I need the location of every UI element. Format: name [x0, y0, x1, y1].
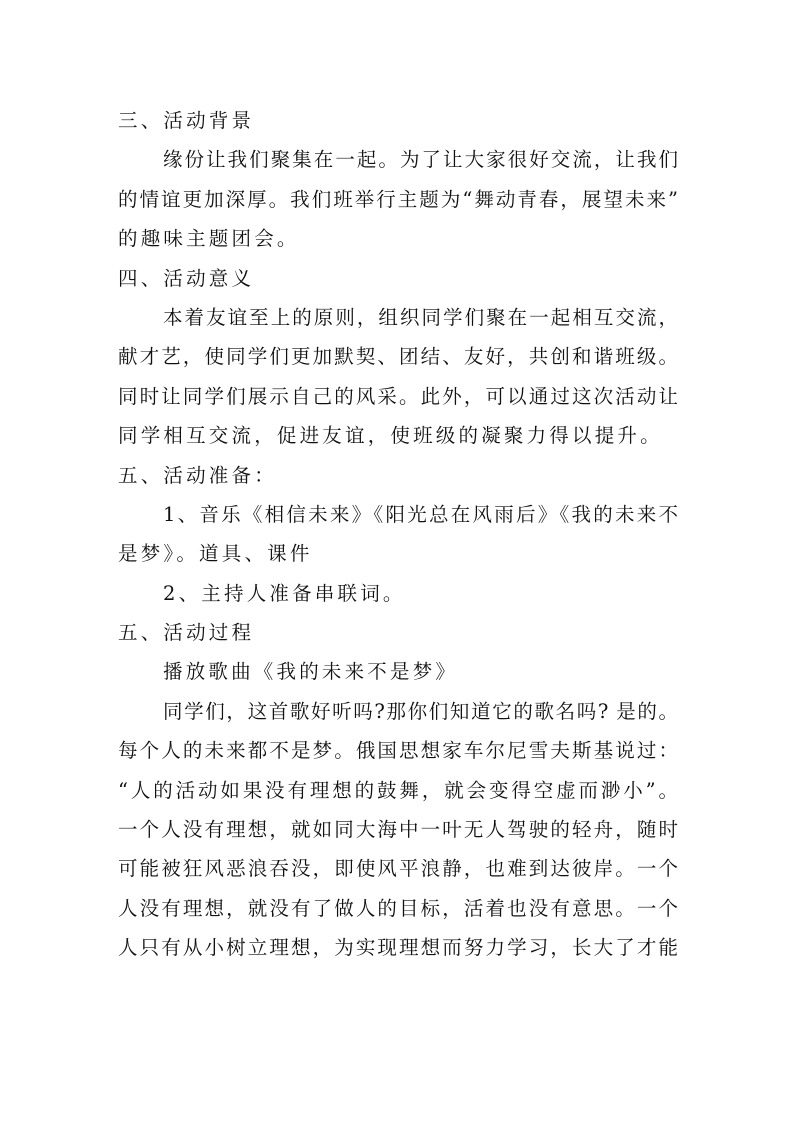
section-heading-preparation: 五、活动准备： — [118, 463, 277, 487]
section-heading-process: 五、活动过程 — [118, 621, 255, 645]
paragraph-line: 献才艺，使同学们更加默契、团结、友好，共创和谐班级。 — [118, 345, 678, 369]
paragraph-line: 缘份让我们聚集在一起。为了让大家很好交流，让我们 — [163, 148, 678, 172]
paragraph-line: 同学们，这首歌好听吗?那你们知道它的歌名吗? 是的。 — [163, 699, 678, 723]
paragraph-line: 人没有理想，就没有了做人的目标，活着也没有意思。一个 — [118, 896, 678, 920]
paragraph-line: 的趣味主题团会。 — [118, 227, 300, 251]
list-item-line: 2、主持人准备串联词。 — [163, 581, 406, 605]
list-item-line: 1、音乐《相信未来》《阳光总在风雨后》《我的未来不 — [163, 502, 678, 526]
paragraph-line: 人只有从小树立理想，为实现理想而努力学习，长大了才能 — [118, 936, 678, 960]
paragraph-line: 播放歌曲《我的未来不是梦》 — [163, 660, 459, 684]
paragraph-line: 可能被狂风恶浪吞没，即使风平浪静，也难到达彼岸。一个 — [118, 857, 678, 881]
list-item-line: 是梦》。道具、课件 — [118, 542, 313, 566]
paragraph-line: 每个人的未来都不是梦。俄国思想家车尔尼雪夫斯基说过： — [118, 739, 678, 763]
section-heading-background: 三、活动背景 — [118, 109, 255, 132]
paragraph-line: 一个人没有理想，就如同大海中一叶无人驾驶的轻舟，随时 — [118, 818, 678, 842]
paragraph-line: 同学相互交流，促进友谊，使班级的凝聚力得以提升。 — [118, 424, 663, 448]
paragraph-line: 同时让同学们展示自己的风采。此外，可以通过这次活动让 — [118, 384, 678, 408]
section-heading-significance: 四、活动意义 — [118, 266, 255, 290]
paragraph-line: 的情谊更加深厚。我们班举行主题为“舞动青春，展望未来” — [118, 187, 678, 211]
paragraph-line: 本着友谊至上的原则，组织同学们聚在一起相互交流， — [163, 305, 678, 329]
paragraph-line: “人的活动如果没有理想的鼓舞，就会变得空虚而渺小”。 — [118, 778, 678, 802]
document-page — [118, 101, 678, 968]
